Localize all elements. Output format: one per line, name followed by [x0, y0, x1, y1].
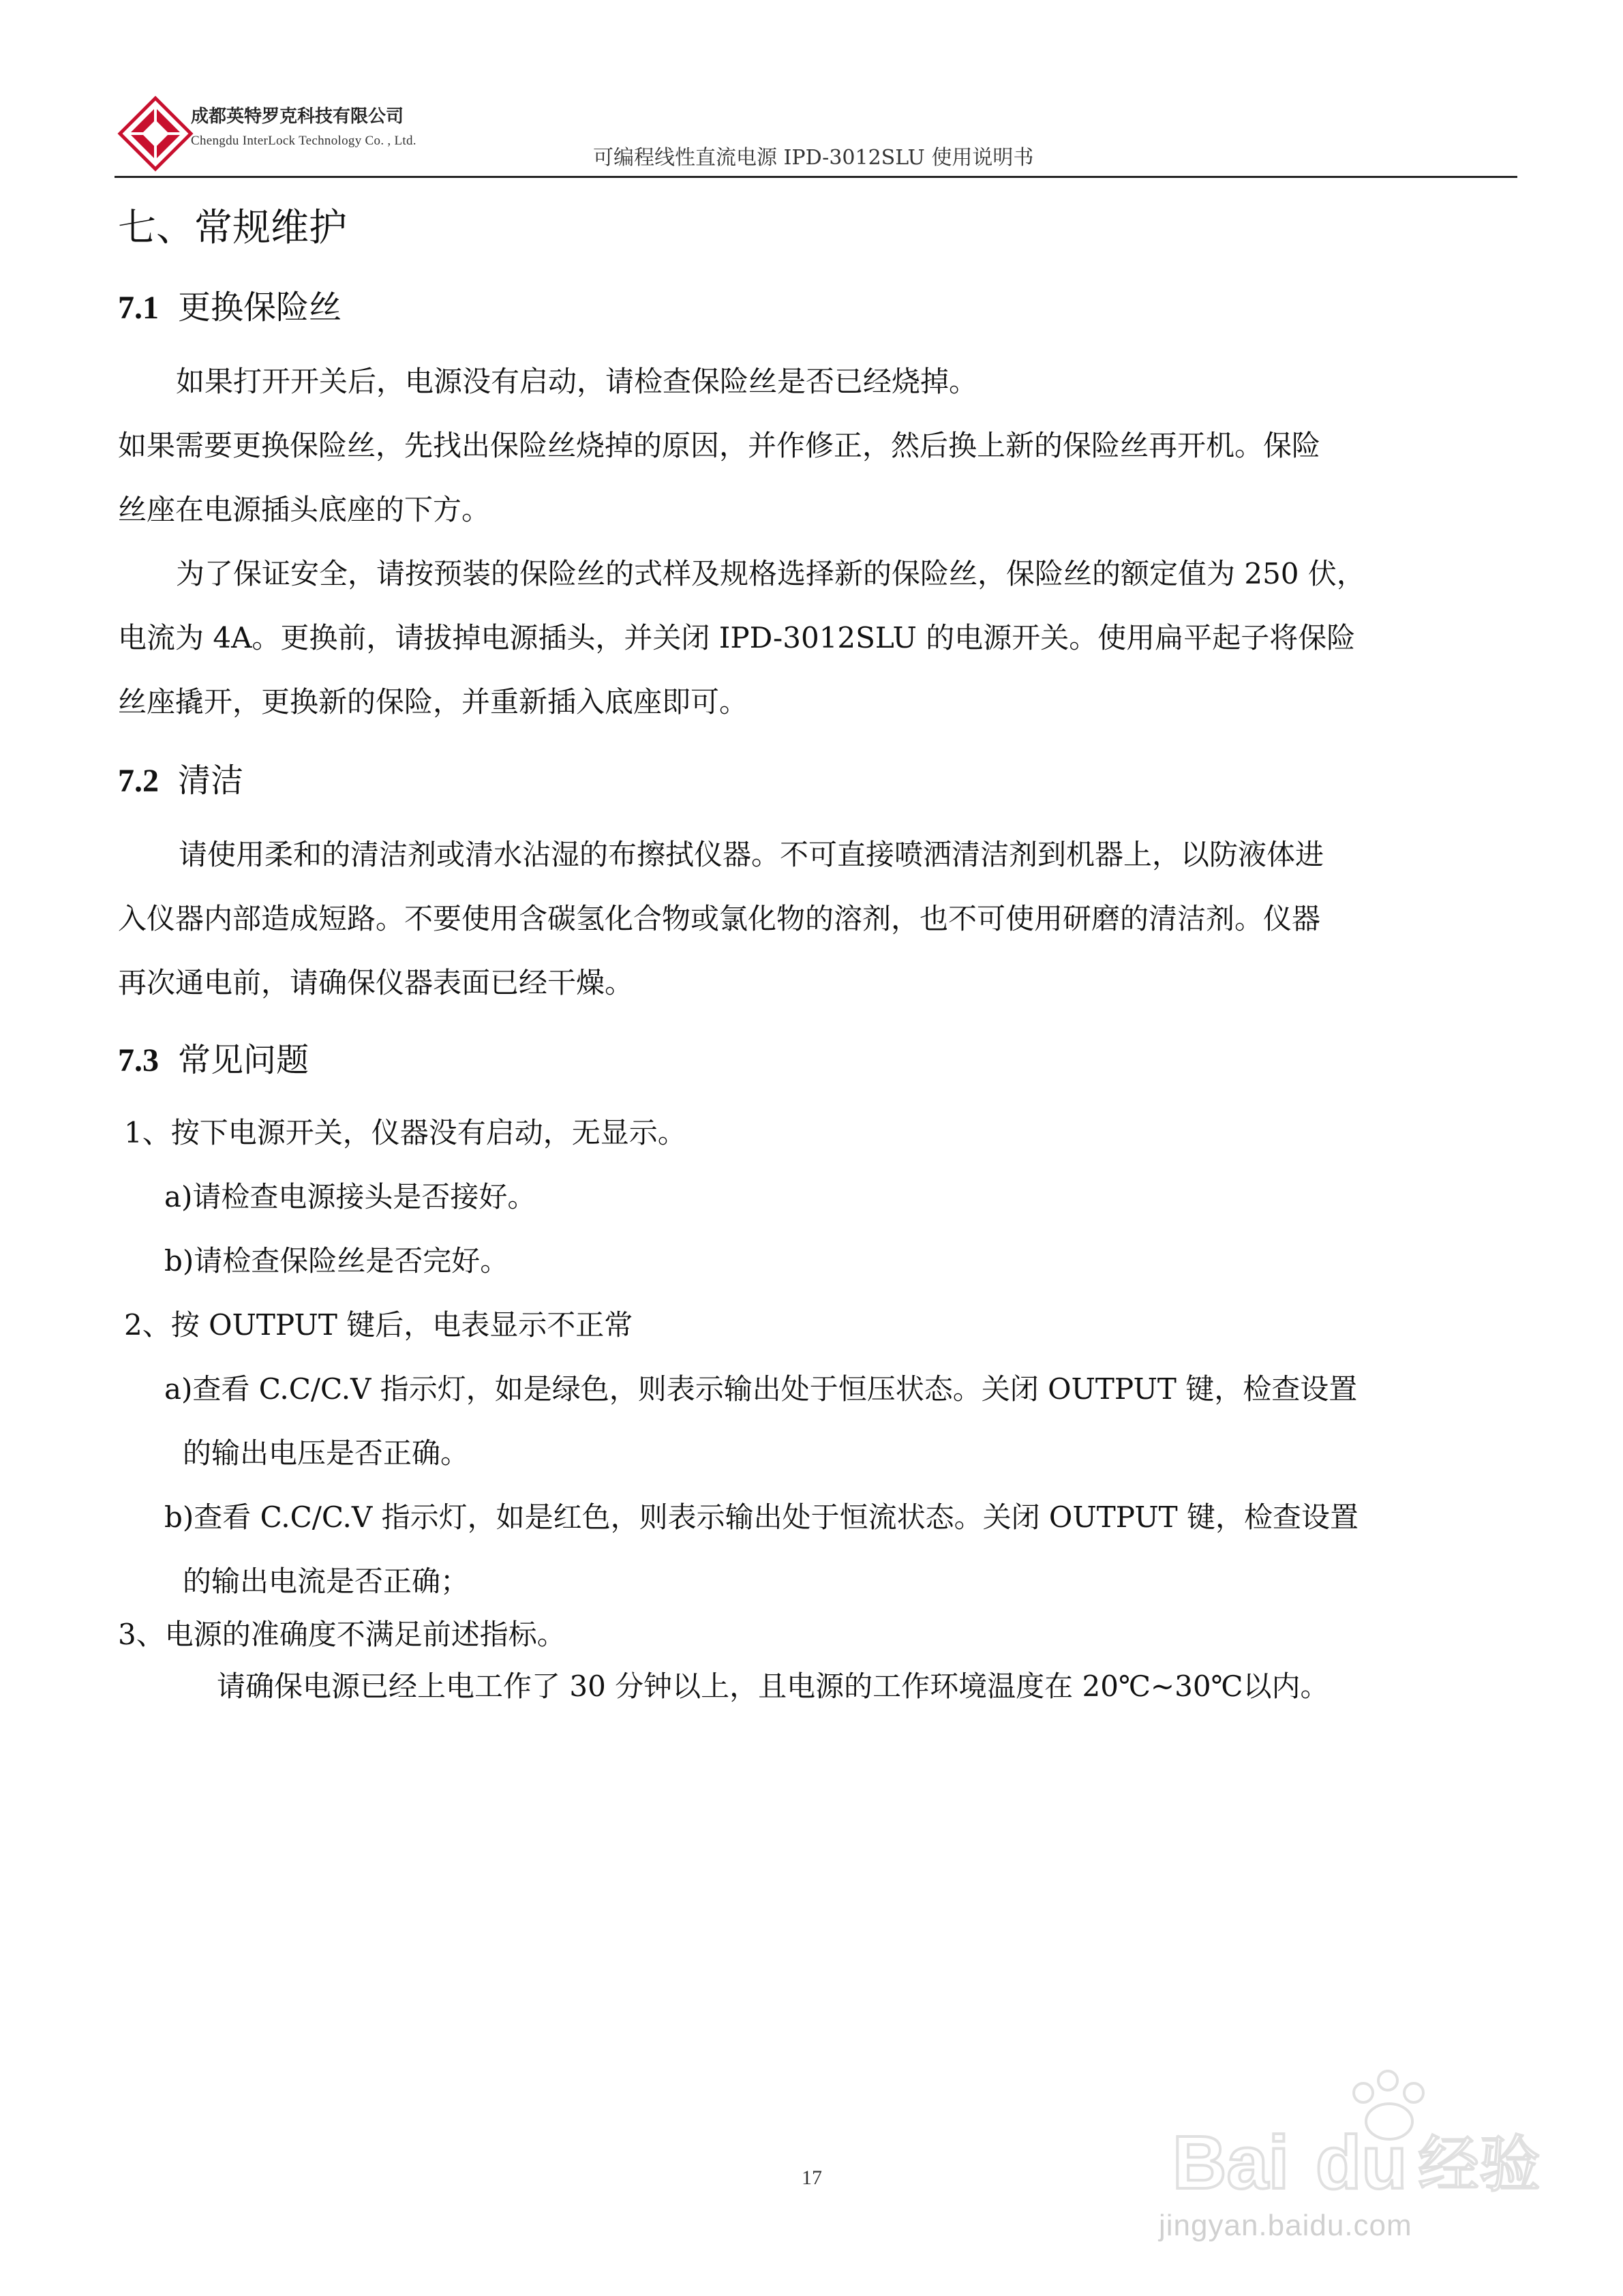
company-logo — [115, 95, 196, 172]
paragraph-line: 请使用柔和的清洁剂或清水沾湿的布擦拭仪器。不可直接喷洒清洁剂到机器上，以防液体进 — [179, 838, 1324, 871]
paragraph-line: 如果需要更换保险丝，先找出保险丝烧掉的原因，并作修正，然后换上新的保险丝再开机。保险 — [118, 429, 1321, 462]
svg-text:du: du — [1316, 2121, 1408, 2205]
paragraph-line: 电流为 4A。更换前，请拔掉电源插头，并关闭 IPD-3012SLU 的电源开关。使用扁平起子将保险 — [118, 621, 1356, 654]
faq-answer: a)请检查电源接头是否接好。 — [164, 1180, 536, 1213]
section-number: 7.2 — [118, 763, 159, 799]
svg-text:经验: 经验 — [1418, 2131, 1541, 2199]
header-divider — [115, 176, 1517, 178]
paragraph-line: 为了保证安全，请按预装的保险丝的式样及规格选择新的保险丝，保险丝的额定值为 250 伏， — [176, 557, 1365, 590]
paragraph-line: 丝座在电源插头底座的下方。 — [118, 493, 491, 526]
faq-question: 1、按下电源开关，仪器没有启动，无显示。 — [124, 1116, 686, 1149]
page-number: 17 — [802, 2166, 822, 2189]
section-title: 更换保险丝 — [178, 288, 342, 327]
section-title: 清洁 — [178, 761, 244, 800]
section-number: 7.1 — [118, 290, 159, 326]
watermark-url: jingyan.baidu.com — [1159, 2209, 1412, 2242]
faq-answer: b)请检查保险丝是否完好。 — [164, 1244, 509, 1278]
chapter-title: 七、常规维护 — [118, 206, 347, 250]
company-name-en: Chengdu InterLock Technology Co. , Ltd. — [191, 134, 416, 148]
faq-question: 3、电源的准确度不满足前述指标。 — [118, 1618, 566, 1651]
paragraph-line: 再次通电前，请确保仪器表面已经干燥。 — [118, 966, 634, 999]
faq-answer: 请确保电源已经上电工作了 30 分钟以上，且电源的工作环境温度在 20℃~30℃以内。 — [217, 1670, 1329, 1703]
paragraph-line: 丝座撬开，更换新的保险，并重新插入底座即可。 — [118, 685, 748, 719]
paragraph-line: 如果打开开关后，电源没有启动，请检查保险丝是否已经烧掉。 — [176, 365, 978, 398]
faq-question: 2、按 OUTPUT 键后，电表显示不正常 — [124, 1308, 633, 1342]
section-number: 7.3 — [118, 1042, 159, 1078]
svg-text:Bai: Bai — [1172, 2121, 1290, 2205]
faq-answer: b)查看 C.C/C.V 指示灯，如是红色，则表示输出处于恒流状态。关闭 OUTPUT 键，检查设置 — [164, 1500, 1359, 1534]
paragraph-line: 入仪器内部造成短路。不要使用含碳氢化合物或氯化物的溶剂，也不可使用研磨的清洁剂。仪器 — [118, 902, 1321, 935]
section-title: 常见问题 — [178, 1041, 309, 1079]
document-title: 可编程线性直流电源 IPD-3012SLU 使用说明书 — [593, 146, 1034, 170]
faq-answer: 的输出电流是否正确； — [183, 1565, 470, 1598]
section-heading-7-1 — [118, 281, 342, 328]
section-heading-7-2 — [118, 754, 243, 801]
faq-answer: a)查看 C.C/C.V 指示灯，如是绿色，则表示输出处于恒压状态。关闭 OUTPUT 键，检查设置 — [164, 1372, 1358, 1406]
faq-answer: 的输出电压是否正确。 — [183, 1436, 470, 1470]
section-heading-7-3 — [118, 1033, 309, 1081]
company-name-cn: 成都英特罗克科技有限公司 — [191, 106, 404, 127]
